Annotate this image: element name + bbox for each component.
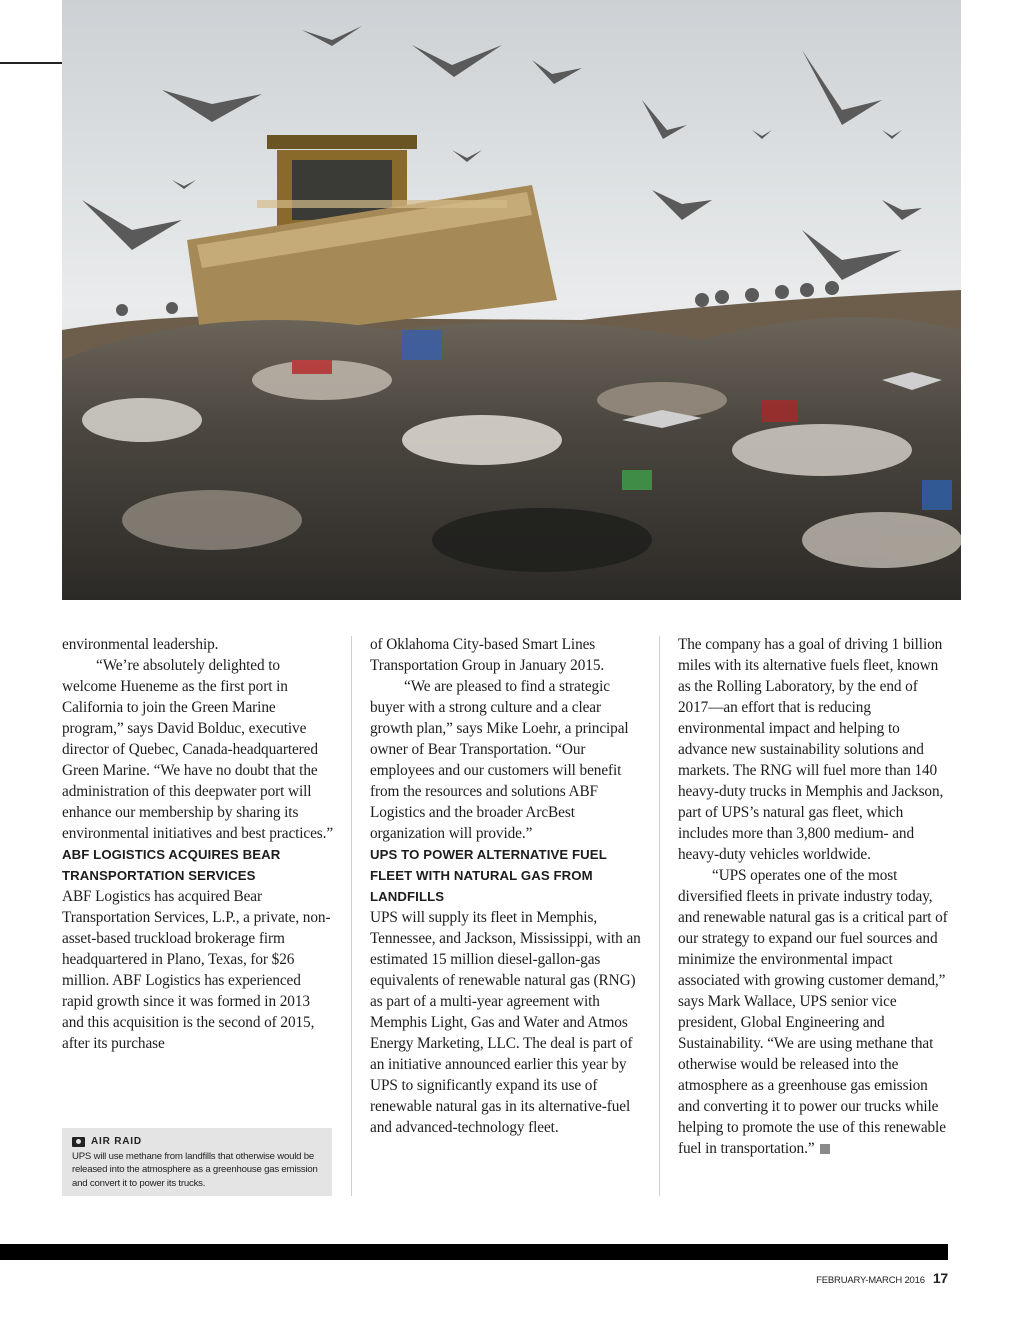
landfill-photo: [62, 0, 961, 600]
footer-bar: [0, 1244, 948, 1260]
landfill-illustration: [62, 0, 961, 600]
column-rule: [351, 636, 352, 1196]
section-heading: ABF LOGISTICS ACQUIRES BEAR TRANSPORTATION SERVICES: [62, 847, 281, 883]
column-2: [370, 634, 642, 1138]
page-number: 17: [932, 1270, 948, 1286]
page-folio: [816, 1270, 948, 1286]
paragraph: [678, 865, 950, 1159]
issue-date: FEBRUARY-MARCH 2016: [816, 1275, 925, 1286]
end-mark-icon: [820, 1144, 830, 1154]
paragraph: of Oklahoma City-based Smart Lines Transportation Group in January 2015.: [370, 636, 605, 674]
paragraph: “We are pleased to find a strategic buyer with a strong culture and a clear growth plan,” says Mike Loehr, a principal owner of Bear Transportation. “Our employees and our customers will benefit from the resources and solutions ABF Logistics and the broader ArcBest organization will provide.”: [370, 678, 629, 842]
section-heading: UPS TO POWER ALTERNATIVE FUEL FLEET WITH NATURAL GAS FROM LANDFILLS: [370, 847, 607, 904]
paragraph: environmental leadership.: [62, 636, 219, 653]
caption-title: AIR RAID: [91, 1136, 142, 1147]
column-1: [62, 634, 334, 1054]
paragraph: UPS will supply its fleet in Memphis, Tennessee, and Jackson, Mississippi, with an estimated 15 million diesel-gallon-gas equivalents of renewable natural gas (RNG) as part of a multi-year agreement with Memphis Light, Gas and Water and Atmos Energy Marketing, LLC. The deal is part of an initiative announced earlier this year by UPS to significantly expand its use of renewable natural gas in its alternative-fuel and advanced-technology fleet.: [370, 909, 641, 1136]
paragraph: The company has a goal of driving 1 billion miles with its alternative fuels fleet, known as the Rolling Laboratory, by the end of 2017—an effort that is reducing environmental impact and helping to advance new sustainability solutions and markets. The RNG will fuel more than 140 heavy-duty trucks in Memphis and Jackson, part of UPS’s natural gas fleet, which includes more than 3,800 medium- and heavy-duty vehicles worldwide.: [678, 636, 944, 863]
caption-text: UPS will use methane from landfills that otherwise would be released into the atmosphere as a greenhouse gas emission and convert it to power its trucks.: [72, 1150, 318, 1189]
top-left-rule: [0, 62, 62, 64]
photo-caption: [62, 1128, 332, 1196]
column-3: [678, 634, 950, 1159]
column-rule: [659, 636, 660, 1196]
paragraph: ABF Logistics has acquired Bear Transportation Services, L.P., a private, non-asset-based truckload brokerage firm headquartered in Plano, Texas, for $26 million. ABF Logistics has experienced rapid growth since it was formed in 2013 and this acquisition is the second of 2015, after its purchase: [62, 888, 331, 1052]
paragraph-text: “UPS operates one of the most diversified fleets in private industry today, and renewable natural gas is a critical part of our strategy to expand our fuel sources and minimize the environmental impact associated with growing customer demand,” says Mark Wallace, UPS senior vice president, Global Engineering and Sustainability. “We are using methane that otherwise would be released into the atmosphere as a greenhouse gas emission and converting it to power our trucks while helping to promote the use of this renewable fuel in transportation.”: [678, 867, 948, 1157]
paragraph: “We’re absolutely delighted to welcome Hueneme as the first port in California to join the Green Marine program,” says David Bolduc, executive director of Quebec, Canada-headquartered Green Marine. “We have no doubt that the administration of this deepwater port will enhance our membership by sharing its environmental initiatives and best practices.”: [62, 657, 334, 842]
camera-icon: [72, 1137, 85, 1147]
